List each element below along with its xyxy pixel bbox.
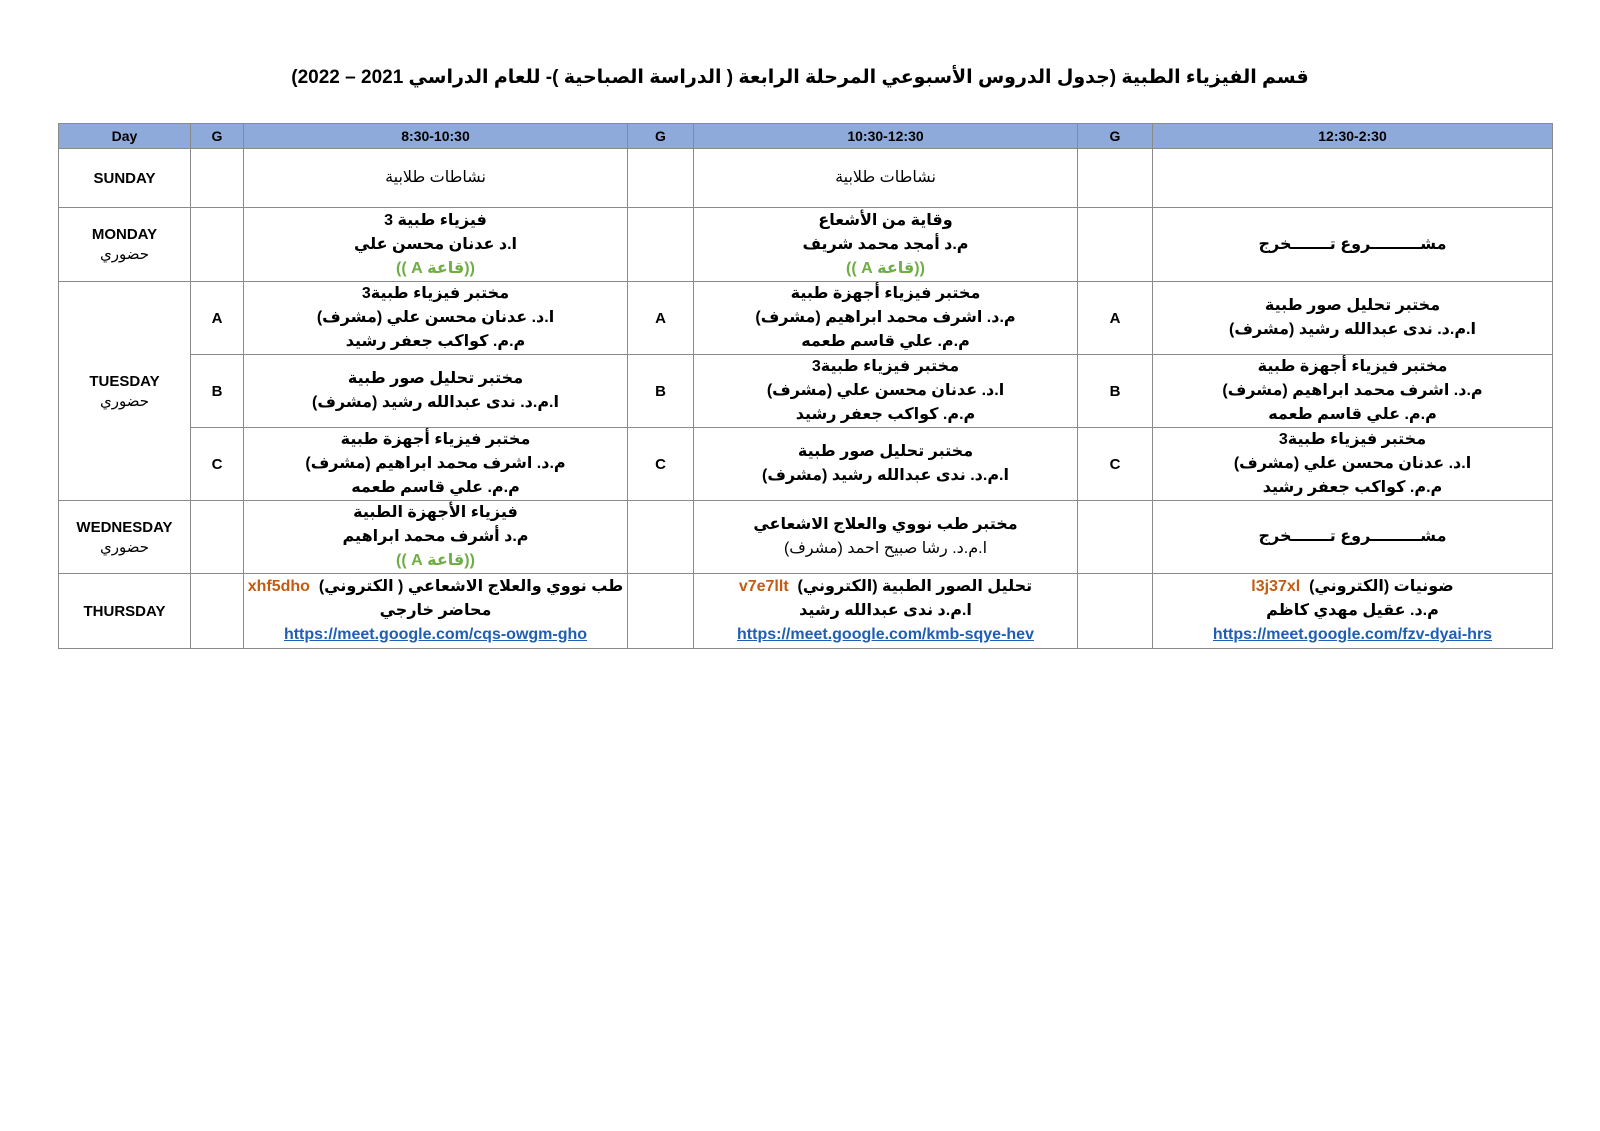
slot-cell — [244, 501, 628, 574]
meet-link[interactable]: https://meet.google.com/fzv-dyai-hrs — [1212, 626, 1493, 643]
group-cell — [191, 501, 244, 574]
header-group: G — [1078, 124, 1153, 149]
lecturer: محاضر خارجي — [379, 602, 492, 619]
course-title: مختبر فيزياء طبية3 — [811, 358, 960, 375]
course-title: مختبر فيزياء طبية3 — [1278, 431, 1427, 448]
lecturer: ا.د. عدنان محسن علي (مشرف) — [1233, 455, 1472, 472]
row-sunday — [59, 149, 1553, 208]
slot-cell — [1153, 208, 1553, 282]
graduation-project: مشـــــــــروع تـــــــخرج — [1258, 235, 1447, 253]
header-group: G — [191, 124, 244, 149]
course-title: تحليل الصور الطبية (الكتروني) — [797, 578, 1033, 595]
group-cell — [191, 149, 244, 208]
day-name: TUESDAY — [89, 372, 160, 390]
lecturer: م.د. اشرف محمد ابراهيم (مشرف) — [755, 309, 1016, 326]
group-cell — [1078, 501, 1153, 574]
course-title: مختبر تحليل صور طبية — [797, 443, 974, 460]
group-cell: B — [628, 355, 694, 428]
row-tuesday-c — [59, 428, 1553, 501]
slot-cell — [1153, 501, 1553, 574]
slot-cell — [244, 428, 628, 501]
row-monday — [59, 208, 1553, 282]
meet-link[interactable]: https://meet.google.com/kmb-sqye-hev — [737, 626, 1034, 643]
slot-cell — [694, 355, 1078, 428]
group-cell — [628, 149, 694, 208]
group-cell — [628, 208, 694, 282]
day-cell — [59, 501, 191, 574]
slot-cell — [244, 355, 628, 428]
course-title: مختبر طب نووي والعلاج الاشعاعي — [753, 516, 1018, 533]
row-thursday — [59, 574, 1553, 649]
slot-cell — [1153, 355, 1553, 428]
group-cell: A — [191, 282, 244, 355]
attendance-mode: حضوري — [99, 538, 149, 556]
assistant: م.م. علي قاسم طعمه — [801, 333, 970, 350]
slot-cell — [694, 149, 1078, 208]
lecturer: م.د. عقيل مهدي كاظم — [1266, 602, 1439, 619]
course-title: ضونيات (الكتروني) — [1309, 578, 1454, 595]
header-slot-3: 12:30-2:30 — [1153, 124, 1553, 149]
course-title: طب نووي والعلاج الاشعاعي ( الكتروني) — [318, 578, 624, 595]
slot-cell — [694, 282, 1078, 355]
lecturer: ا.م.د ندى عبدالله رشيد — [799, 602, 972, 619]
lecturer: ا.م.د. ندى عبدالله رشيد (مشرف) — [762, 467, 1009, 484]
slot-cell — [694, 574, 1078, 649]
course-title: مختبر تحليل صور طبية — [347, 370, 524, 387]
header-row — [59, 124, 1553, 149]
course-title: مختبر فيزياء أجهزة طبية — [790, 285, 981, 302]
lecturer: ا.م.د. ندى عبدالله رشيد (مشرف) — [1229, 321, 1476, 338]
day-name: SUNDAY — [93, 169, 156, 187]
schedule-table — [58, 123, 1553, 649]
group-cell: C — [1078, 428, 1153, 501]
day-cell — [59, 574, 191, 649]
slot-cell — [1153, 574, 1553, 649]
activity-label: نشاطات طلابية — [835, 169, 936, 186]
day-name: THURSDAY — [83, 602, 166, 620]
group-cell: C — [191, 428, 244, 501]
day-name: WEDNESDAY — [76, 518, 173, 536]
group-cell: A — [628, 282, 694, 355]
meet-link[interactable]: https://meet.google.com/cqs-owgm-gho — [283, 626, 588, 643]
slot-cell — [694, 428, 1078, 501]
course-title: مختبر تحليل صور طبية — [1264, 297, 1441, 314]
assistant: م.م. كواكب جعفر رشيد — [345, 333, 526, 350]
attendance-mode: حضوري — [99, 392, 149, 410]
group-cell: B — [1078, 355, 1153, 428]
lecturer: م.د أشرف محمد ابراهيم — [342, 528, 529, 545]
lecturer: ا.م.د. ندى عبدالله رشيد (مشرف) — [312, 394, 559, 411]
slot-cell — [244, 149, 628, 208]
row-tuesday-a — [59, 282, 1553, 355]
room-label: ((قاعة A )) — [396, 259, 475, 277]
slot-cell — [1153, 428, 1553, 501]
course-title: مختبر فيزياء أجهزة طبية — [1257, 358, 1448, 375]
course-title: مختبر فيزياء طبية3 — [361, 285, 510, 302]
page-title: قسم الفيزياء الطبية (جدول الدروس الأسبوعي المرحلة الرابعة ( الدراسة الصباحية )- للعام الدراسي 2021 – 2022) — [291, 67, 1309, 88]
slot-cell — [694, 208, 1078, 282]
attendance-mode: حضوري — [99, 246, 149, 263]
row-tuesday-b — [59, 355, 1553, 428]
row-wednesday — [59, 501, 1553, 574]
course-title: مختبر فيزياء أجهزة طبية — [340, 431, 531, 448]
course-title: وقاية من الأشعاع — [818, 211, 953, 229]
slot-cell — [1153, 149, 1553, 208]
day-cell — [59, 208, 191, 282]
class-code: v7e7llt — [738, 578, 789, 595]
group-cell — [628, 501, 694, 574]
day-cell — [59, 282, 191, 501]
lecturer: م.د. اشرف محمد ابراهيم (مشرف) — [1222, 382, 1483, 399]
lecturer: م.د. اشرف محمد ابراهيم (مشرف) — [305, 455, 566, 472]
header-day: Day — [59, 124, 191, 149]
assistant: م.م. علي قاسم طعمه — [1268, 406, 1437, 423]
slot-cell — [244, 574, 628, 649]
day-name: MONDAY — [91, 226, 158, 243]
lecturer: ا.د. عدنان محسن علي (مشرف) — [766, 382, 1005, 399]
class-code: xhf5dho — [247, 578, 310, 595]
header-group: G — [628, 124, 694, 149]
slot-cell — [694, 501, 1078, 574]
class-code: l3j37xl — [1251, 578, 1301, 595]
group-cell: C — [628, 428, 694, 501]
course-title: فيزياء الأجهزة الطبية — [353, 504, 518, 521]
lecturer: ا.د عدنان محسن علي — [353, 235, 518, 253]
course-title: فيزياء طبية 3 — [384, 211, 487, 229]
graduation-project: مشـــــــــروع تـــــــخرج — [1258, 528, 1447, 545]
group-cell — [628, 574, 694, 649]
activity-label: نشاطات طلابية — [385, 169, 486, 186]
header-slot-2: 10:30-12:30 — [694, 124, 1078, 149]
header-slot-1: 8:30-10:30 — [244, 124, 628, 149]
slot-cell — [244, 208, 628, 282]
slot-cell — [244, 282, 628, 355]
slot-cell — [1153, 282, 1553, 355]
group-cell — [191, 574, 244, 649]
lecturer: ا.م.د. رشا صبيح احمد (مشرف) — [783, 540, 988, 557]
group-cell: A — [1078, 282, 1153, 355]
day-cell — [59, 149, 191, 208]
room-label: ((قاعة A )) — [846, 259, 925, 277]
group-cell — [191, 208, 244, 282]
assistant: م.م. علي قاسم طعمه — [351, 479, 520, 496]
assistant: م.م. كواكب جعفر رشيد — [795, 406, 976, 423]
assistant: م.م. كواكب جعفر رشيد — [1262, 479, 1443, 496]
group-cell: B — [191, 355, 244, 428]
lecturer: ا.د. عدنان محسن علي (مشرف) — [316, 309, 555, 326]
room-label: ((قاعة A )) — [396, 552, 475, 569]
group-cell — [1078, 149, 1153, 208]
group-cell — [1078, 574, 1153, 649]
group-cell — [1078, 208, 1153, 282]
lecturer: م.د أمجد محمد شريف — [802, 235, 969, 253]
